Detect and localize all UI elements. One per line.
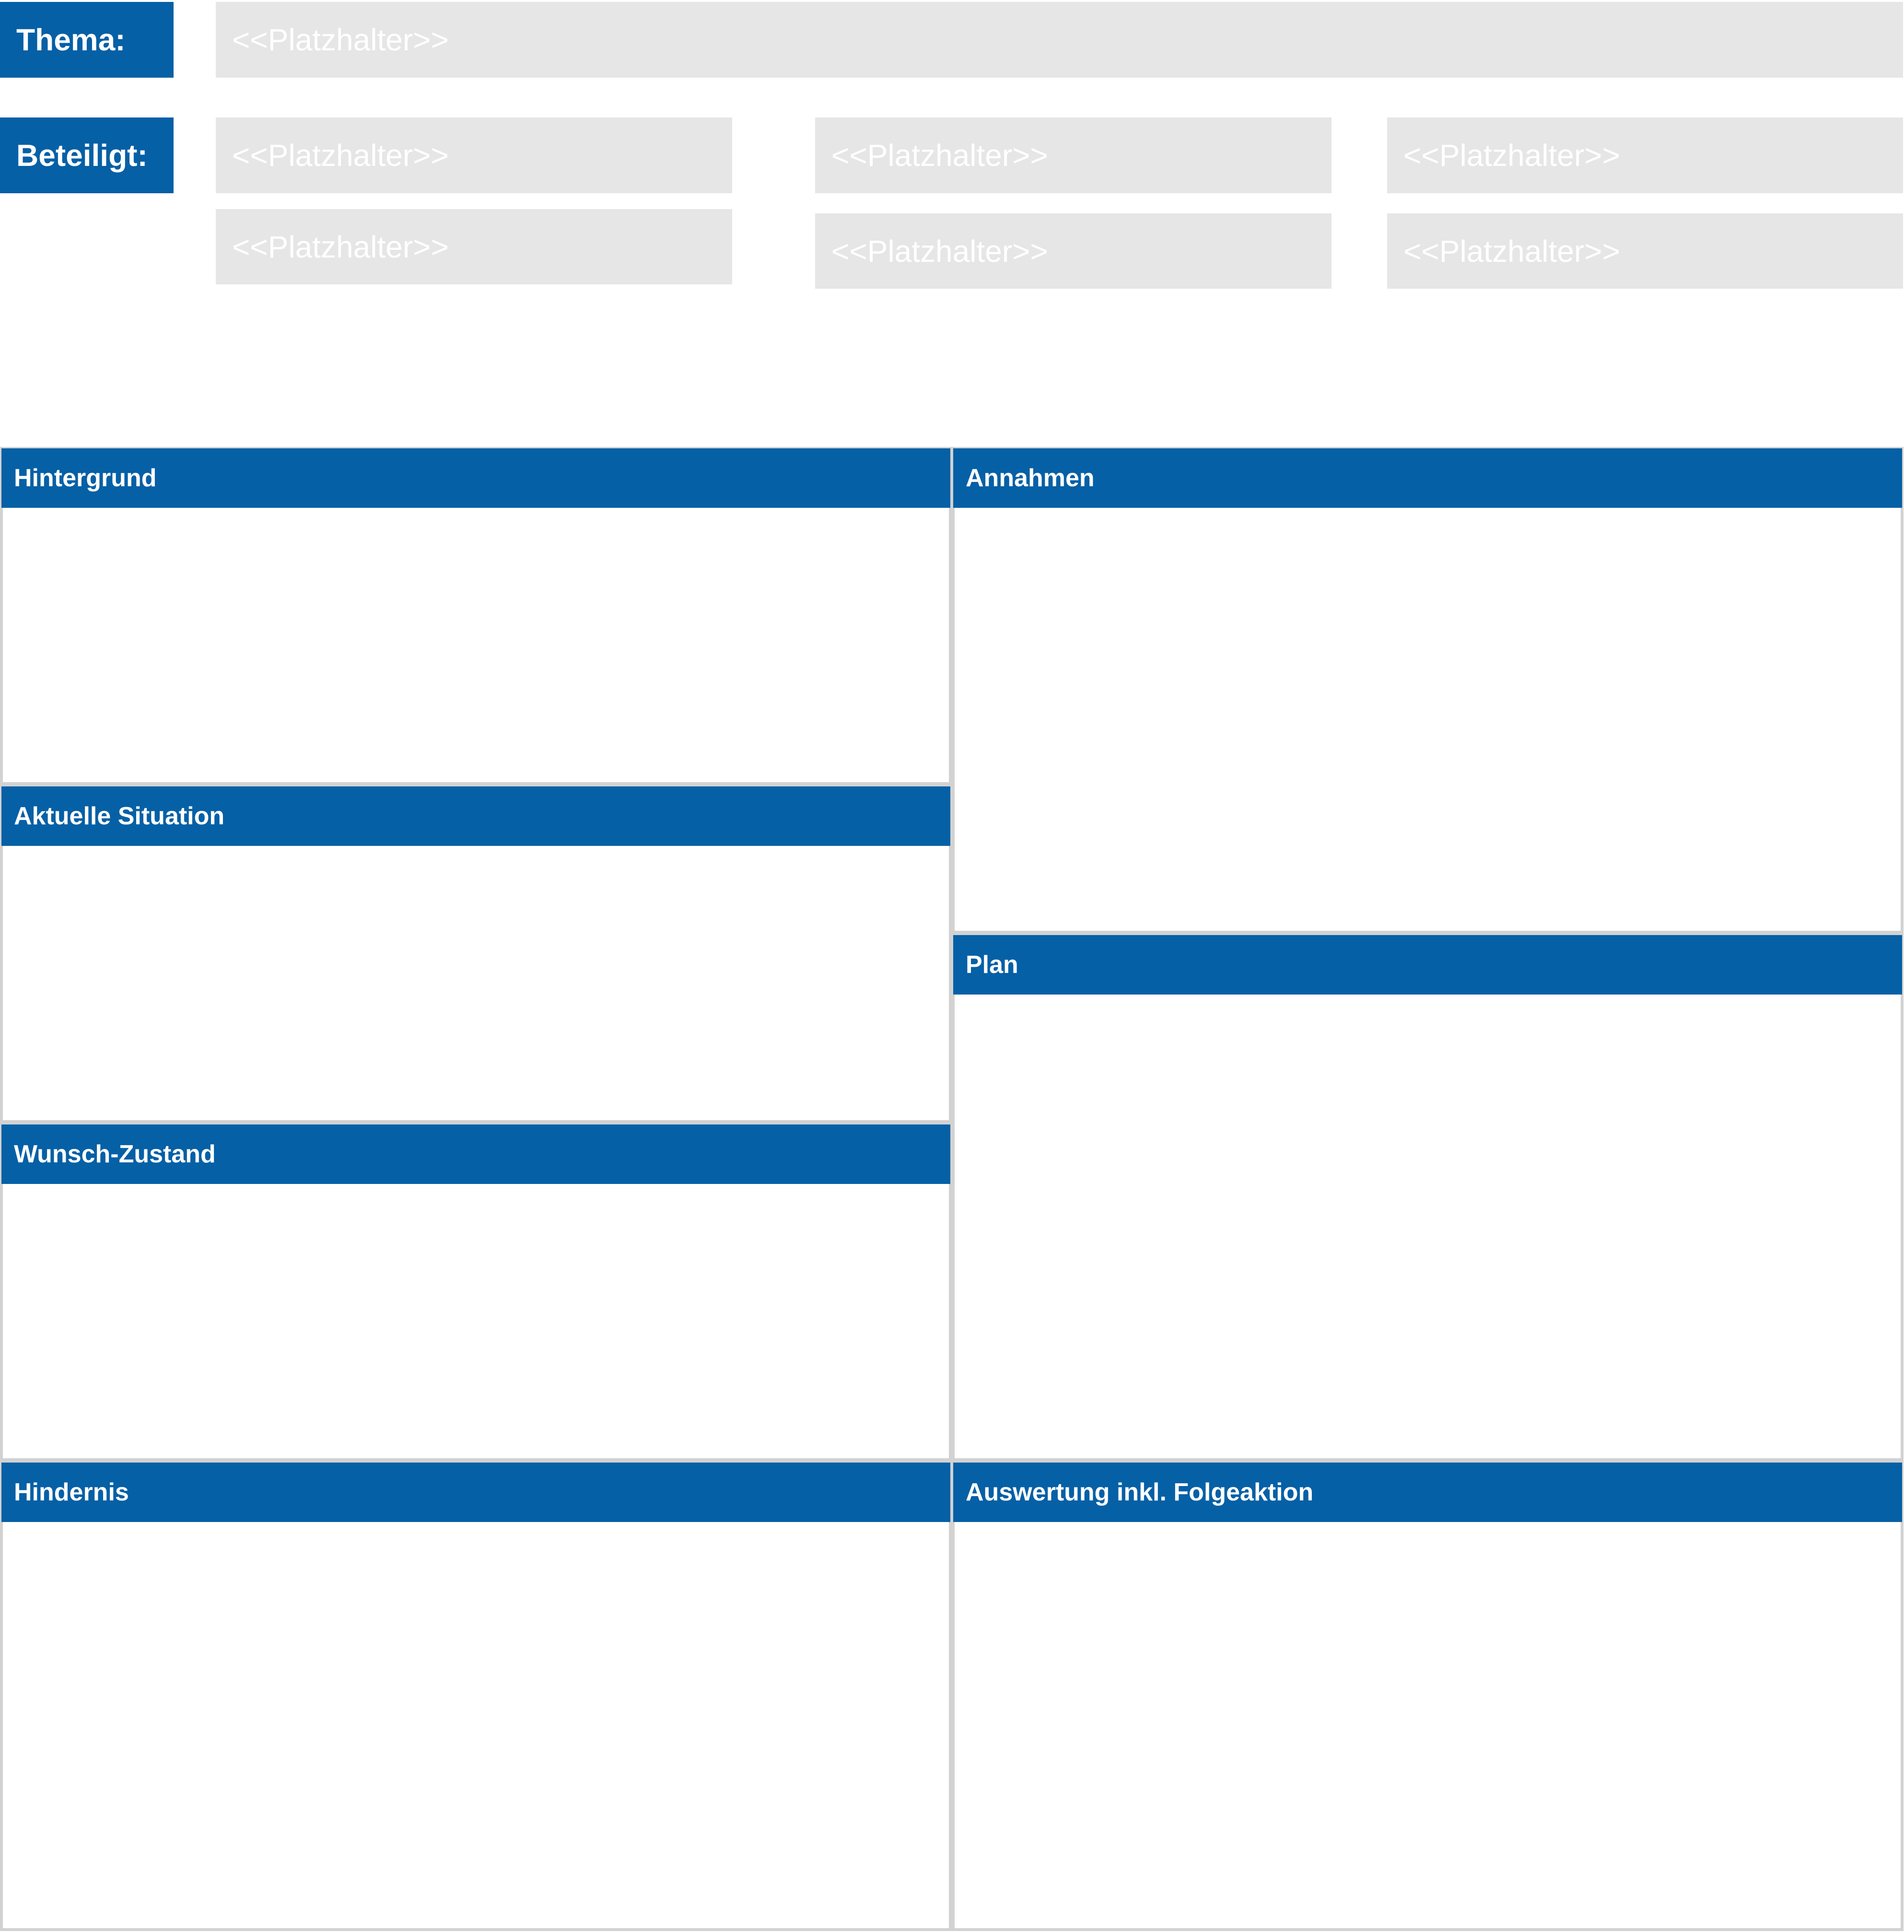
thema-input[interactable] [216, 2, 1903, 78]
panel-annahmen-title: Annahmen [953, 448, 1902, 508]
panel-aktuelle-situation [0, 785, 952, 1123]
beteiligt-input-6[interactable] [1387, 213, 1903, 289]
beteiligt-input-1[interactable] [216, 117, 732, 193]
beteiligt-input-3[interactable] [1387, 117, 1903, 193]
panel-aktuelle-situation-title: Aktuelle Situation [1, 786, 950, 846]
panel-hintergrund [0, 447, 952, 785]
beteiligt-label: Beteiligt: [0, 117, 174, 193]
panel-hindernis-title: Hindernis [1, 1463, 950, 1522]
panel-plan-title: Plan [953, 935, 1902, 995]
panel-hindernis [0, 1461, 952, 1931]
panel-auswertung-title: Auswertung inkl. Folgeaktion [953, 1463, 1902, 1522]
panel-plan-body[interactable] [955, 995, 1901, 1458]
panel-wunsch-zustand [0, 1123, 952, 1461]
panel-aktuelle-situation-body[interactable] [3, 846, 949, 1120]
beteiligt-input-2[interactable] [815, 117, 1332, 193]
panel-wunsch-zustand-body[interactable] [3, 1184, 949, 1458]
panel-hintergrund-body[interactable] [3, 508, 949, 782]
panel-annahmen-body[interactable] [955, 508, 1901, 931]
panel-auswertung-body[interactable] [955, 1522, 1901, 1928]
panel-hintergrund-title: Hintergrund [1, 448, 950, 508]
panel-auswertung [952, 1461, 1904, 1931]
thema-label: Thema: [0, 2, 174, 78]
beteiligt-input-4[interactable] [216, 209, 732, 284]
beteiligt-input-5[interactable] [815, 213, 1332, 289]
panel-hindernis-body[interactable] [3, 1522, 949, 1928]
panel-annahmen [952, 447, 1904, 934]
panel-plan [952, 934, 1904, 1461]
panel-wunsch-zustand-title: Wunsch-Zustand [1, 1124, 950, 1184]
